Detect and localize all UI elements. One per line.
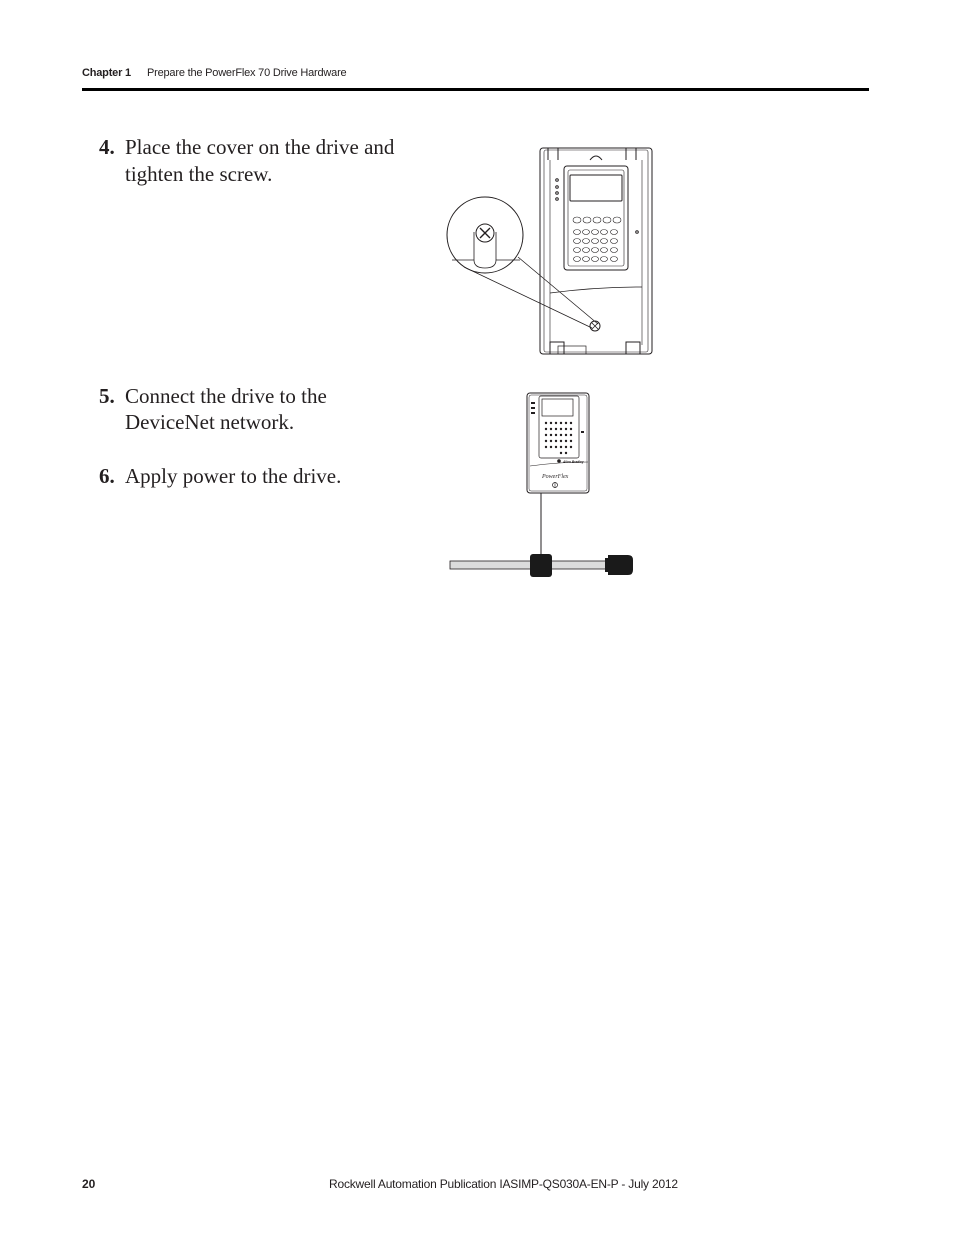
step-number: 6.	[99, 464, 115, 488]
step-text-line1: Apply power to the drive.	[125, 464, 342, 488]
keypad-buttons	[573, 217, 621, 262]
header-rule	[82, 88, 869, 91]
page-number: 20	[82, 1177, 96, 1191]
step-4	[99, 134, 419, 190]
drive-cover-screw-figure	[440, 140, 670, 365]
step-text-line2: tighten the screw.	[125, 162, 273, 186]
screw-callout	[447, 197, 523, 273]
devicenet-tap	[530, 554, 552, 577]
step-text-line2: DeviceNet network.	[125, 410, 295, 434]
keypad-buttons	[545, 422, 572, 454]
drive-maker-logo: Allen-Bradley	[563, 460, 584, 464]
step-number: 5.	[99, 384, 115, 408]
devicenet-terminator	[608, 555, 633, 575]
step-text-line1: Connect the drive to the	[125, 384, 327, 408]
header-title: Prepare the PowerFlex 70 Drive Hardware	[147, 67, 347, 79]
publication-info: Rockwell Automation Publication IASIMP-QS030A-EN-P - July 2012	[329, 1177, 678, 1191]
step-5	[99, 383, 419, 439]
display-screen	[570, 175, 622, 201]
step-number: 4.	[99, 135, 115, 159]
step-6	[99, 463, 419, 491]
drive-brand-logo: PowerFlex	[542, 474, 569, 480]
header-chapter: Chapter 1	[82, 67, 131, 79]
display-screen	[542, 399, 573, 416]
devicenet-connection-figure	[445, 390, 640, 580]
step-text-line1: Place the cover on the drive and	[125, 135, 395, 159]
